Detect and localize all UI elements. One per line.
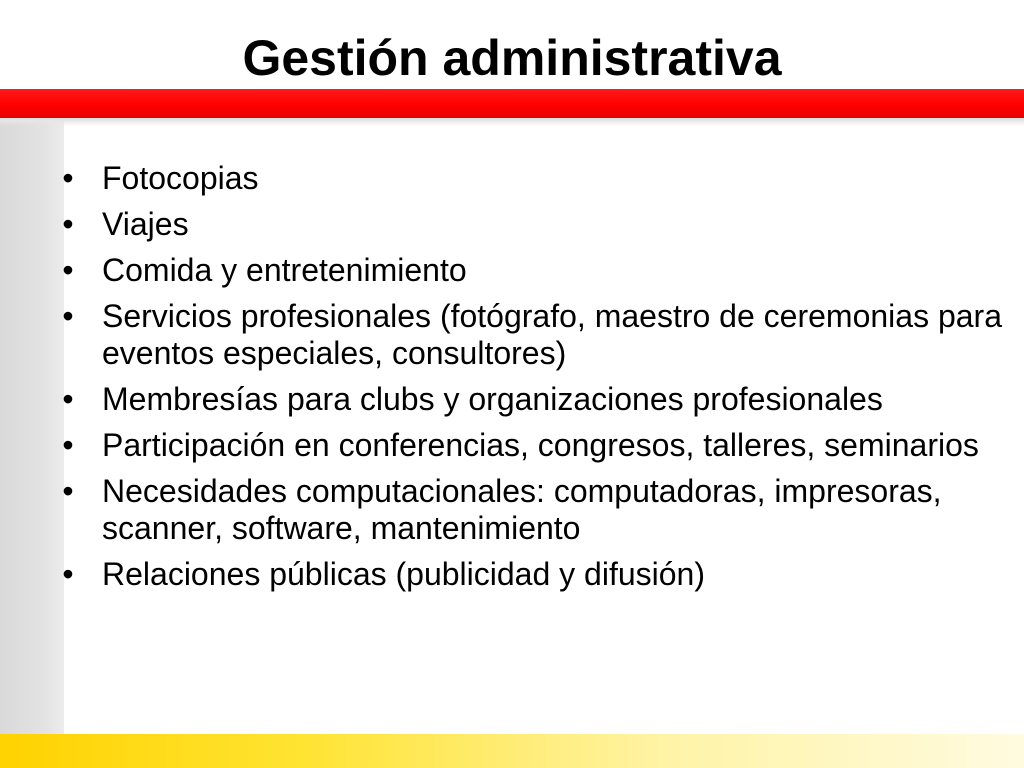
list-item-text: Fotocopias [102, 160, 259, 196]
bullet-glyph: • [62, 160, 74, 196]
bullet-glyph: • [62, 298, 74, 334]
list-item-text: Necesidades computacionales: computadoras, impresoras, scanner, software, mantenimiento [102, 473, 942, 546]
list-item [58, 252, 1008, 289]
list-item [58, 427, 1008, 464]
list-item-text: Servicios profesionales (fotógrafo, maestro de ceremonias para eventos especiales, consultores) [102, 298, 1002, 371]
bottom-yellow-bar [0, 734, 1024, 768]
list-item [58, 206, 1008, 243]
list-item [58, 473, 1008, 547]
bullet-glyph: • [62, 381, 74, 417]
bullet-list [58, 160, 1008, 602]
left-decorative-band [0, 120, 64, 734]
list-item-text: Relaciones públicas (publicidad y difusión) [102, 556, 705, 592]
list-item [58, 298, 1008, 372]
slide-title: Gestión administrativa [242, 30, 782, 86]
list-item [58, 160, 1008, 197]
list-item-text: Viajes [102, 206, 189, 242]
bullet-glyph: • [62, 206, 74, 242]
bullet-glyph: • [62, 252, 74, 288]
bullet-glyph: • [62, 556, 74, 592]
list-item-text: Participación en conferencias, congresos, talleres, seminarios [102, 427, 979, 463]
list-item-text: Membresías para clubs y organizaciones profesionales [102, 381, 883, 417]
bullet-glyph: • [62, 473, 74, 509]
list-item [58, 556, 1008, 593]
list-item-text: Comida y entretenimiento [102, 252, 467, 288]
list-item [58, 381, 1008, 418]
bullet-glyph: • [62, 427, 74, 463]
red-accent-bar [0, 89, 1024, 118]
